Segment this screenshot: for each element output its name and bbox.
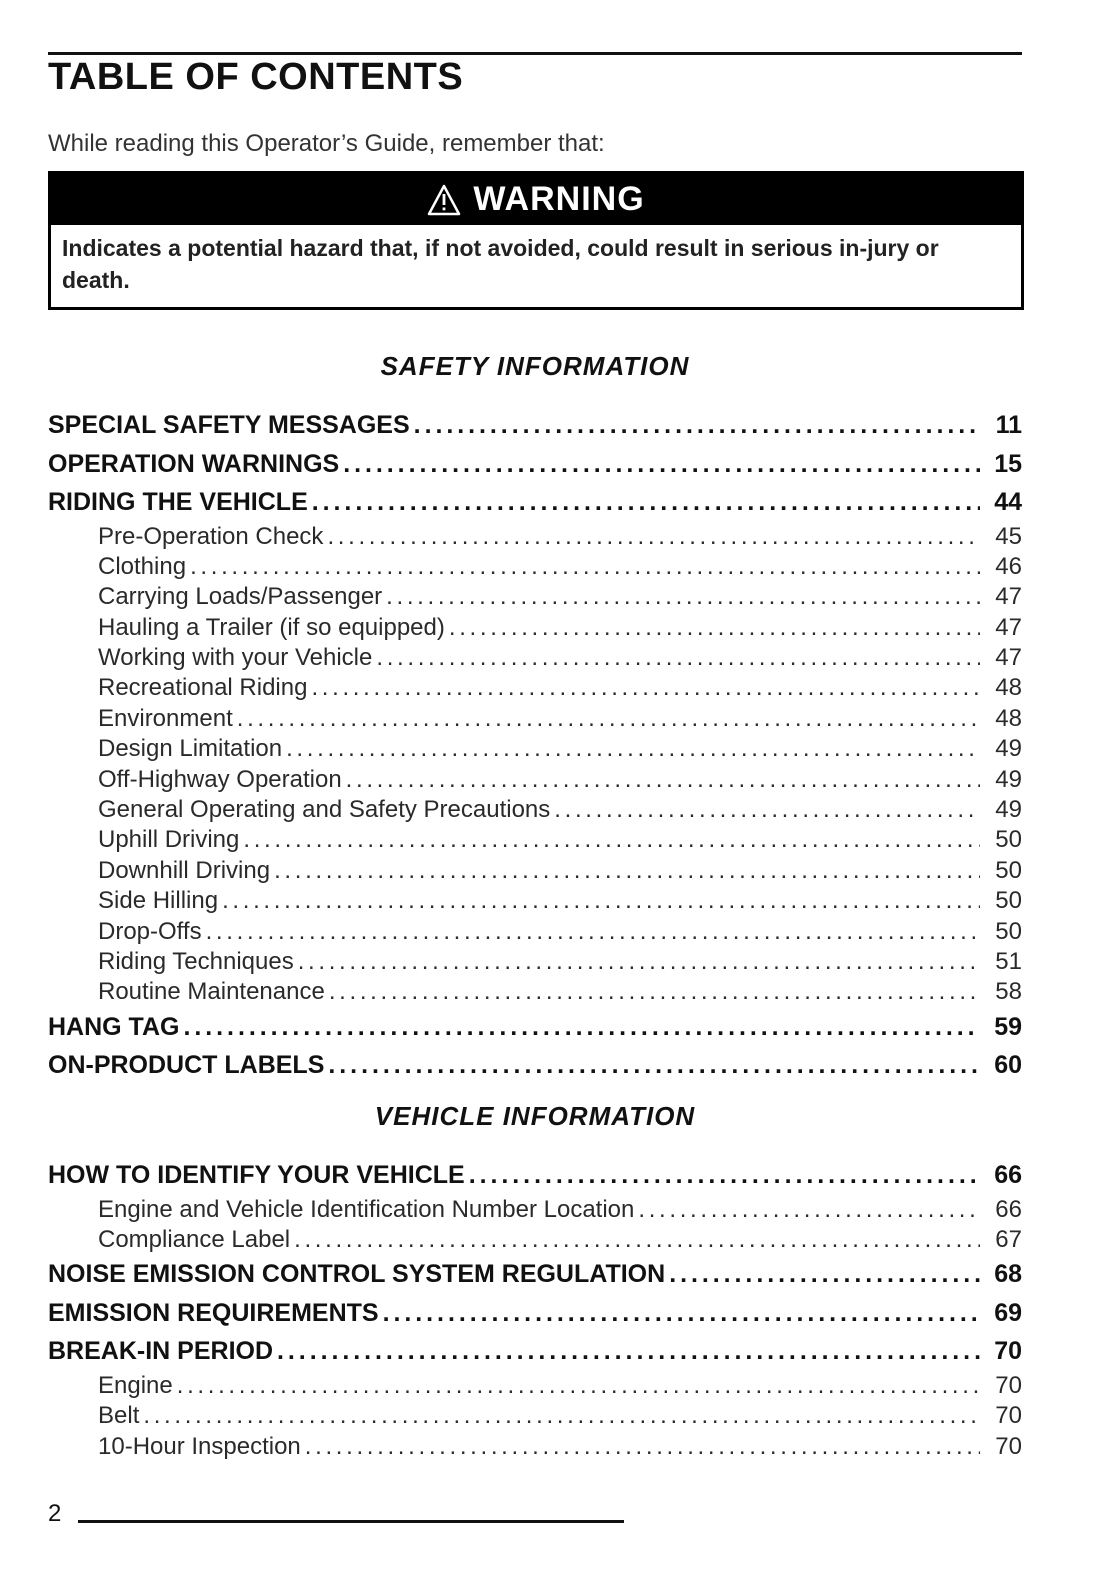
intro-text: While reading this Operator’s Guide, remember that: bbox=[48, 130, 605, 157]
dot-leader bbox=[638, 1195, 980, 1225]
dot-leader bbox=[294, 1225, 980, 1255]
toc-entry[interactable] bbox=[48, 483, 1022, 522]
toc-entry-label: Downhill Driving bbox=[98, 856, 271, 884]
toc-entry-label: Side Hilling bbox=[98, 887, 219, 915]
toc-entry-page: 11 bbox=[995, 411, 1022, 439]
toc-entry-page: 48 bbox=[995, 674, 1022, 702]
toc-entry[interactable] bbox=[48, 1156, 1022, 1195]
dot-leader bbox=[305, 1432, 980, 1462]
toc-entry-page: 68 bbox=[994, 1260, 1022, 1289]
dot-leader bbox=[343, 445, 980, 484]
toc-vehicle-information bbox=[48, 1156, 1022, 1462]
dot-leader bbox=[669, 1255, 980, 1294]
toc-entry[interactable] bbox=[48, 704, 1022, 734]
toc-entry-label: 10-Hour Inspection bbox=[98, 1432, 301, 1460]
toc-entry-page: 66 bbox=[994, 1161, 1022, 1189]
toc-entry-label: Compliance Label bbox=[98, 1225, 291, 1253]
toc-entry[interactable] bbox=[48, 445, 1022, 484]
page-title: TABLE OF CONTENTS bbox=[48, 56, 464, 98]
toc-safety-information bbox=[48, 406, 1022, 1085]
dot-leader bbox=[190, 552, 980, 582]
footer-page-number: 2 bbox=[48, 1500, 62, 1527]
toc-entry-page: 48 bbox=[995, 704, 1022, 732]
dot-leader bbox=[222, 886, 980, 916]
toc-entry-page: 49 bbox=[995, 796, 1022, 824]
toc-entry-label: Routine Maintenance bbox=[98, 978, 325, 1006]
dot-leader bbox=[143, 1401, 980, 1431]
dot-leader bbox=[277, 1332, 980, 1371]
toc-entry-label: EMISSION REQUIREMENTS bbox=[48, 1298, 379, 1327]
toc-entry-label: OPERATION WARNINGS bbox=[48, 449, 340, 478]
toc-entry-page: 58 bbox=[995, 978, 1022, 1006]
toc-entry-page: 69 bbox=[994, 1298, 1022, 1327]
toc-entry-page: 47 bbox=[995, 644, 1022, 672]
warning-text: Indicates a potential hazard that, if not avoided, could result in serious in-jury or death. bbox=[62, 235, 939, 293]
toc-entry-label: RIDING THE VEHICLE bbox=[48, 488, 308, 516]
toc-entry-page: 44 bbox=[994, 488, 1022, 516]
toc-entry-page: 50 bbox=[995, 826, 1022, 854]
toc-entry[interactable] bbox=[48, 1046, 1022, 1085]
top-rule bbox=[48, 52, 1022, 55]
toc-entry-label: General Operating and Safety Precautions bbox=[98, 796, 551, 824]
toc-entry-page: 70 bbox=[995, 1432, 1022, 1460]
toc-entry-page: 49 bbox=[995, 735, 1022, 763]
toc-entry[interactable] bbox=[48, 947, 1022, 977]
footer-rule bbox=[78, 1520, 624, 1523]
dot-leader bbox=[449, 613, 980, 643]
toc-entry-page: 66 bbox=[995, 1195, 1022, 1223]
section-heading-safety: SAFETY INFORMATION bbox=[380, 351, 690, 381]
toc-entry[interactable] bbox=[48, 1255, 1022, 1294]
toc-entry-label: Working with your Vehicle bbox=[98, 644, 373, 672]
toc-entry[interactable] bbox=[48, 977, 1022, 1007]
toc-entry-page: 50 bbox=[995, 856, 1022, 884]
toc-entry[interactable] bbox=[48, 1294, 1022, 1333]
dot-leader bbox=[414, 406, 980, 445]
toc-entry-page: 46 bbox=[995, 552, 1022, 580]
dot-leader bbox=[183, 1008, 980, 1047]
dot-leader bbox=[312, 483, 980, 522]
toc-entry[interactable] bbox=[48, 552, 1022, 582]
dot-leader bbox=[274, 856, 980, 886]
warning-triangle-icon bbox=[427, 184, 461, 216]
toc-entry-label: Riding Techniques bbox=[98, 947, 294, 975]
dot-leader bbox=[286, 734, 980, 764]
dot-leader bbox=[386, 582, 980, 612]
dot-leader bbox=[327, 522, 980, 552]
toc-entry[interactable] bbox=[48, 673, 1022, 703]
toc-entry[interactable] bbox=[48, 886, 1022, 916]
dot-leader bbox=[311, 673, 980, 703]
warning-title: WARNING bbox=[473, 180, 645, 218]
toc-entry[interactable] bbox=[48, 1195, 1022, 1225]
dot-leader bbox=[206, 917, 980, 947]
toc-entry-label: Clothing bbox=[98, 552, 187, 580]
toc-entry-label: Engine and Vehicle Identification Number Location bbox=[98, 1195, 635, 1223]
toc-entry-label: Drop-Offs bbox=[98, 917, 202, 945]
toc-entry-page: 70 bbox=[995, 1402, 1022, 1430]
dot-leader bbox=[298, 947, 980, 977]
toc-entry[interactable] bbox=[48, 1225, 1022, 1255]
toc-entry[interactable] bbox=[48, 1401, 1022, 1431]
dot-leader bbox=[243, 825, 980, 855]
toc-entry-page: 47 bbox=[995, 613, 1022, 641]
toc-entry-page: 70 bbox=[994, 1337, 1022, 1366]
toc-entry-label: Engine bbox=[98, 1371, 173, 1399]
toc-entry-label: SPECIAL SAFETY MESSAGES bbox=[48, 411, 410, 439]
toc-entry[interactable] bbox=[48, 582, 1022, 612]
dot-leader bbox=[328, 1046, 980, 1085]
warning-box bbox=[48, 171, 1024, 310]
warning-header bbox=[51, 174, 1021, 225]
toc-entry-label: Pre-Operation Check bbox=[98, 522, 324, 550]
dot-leader bbox=[554, 795, 980, 825]
toc-entry[interactable] bbox=[48, 613, 1022, 643]
toc-entry-page: 15 bbox=[994, 449, 1022, 478]
toc-entry-page: 67 bbox=[995, 1225, 1022, 1253]
toc-entry-page: 49 bbox=[995, 765, 1022, 793]
dot-leader bbox=[329, 977, 980, 1007]
dot-leader bbox=[376, 643, 980, 673]
dot-leader bbox=[177, 1371, 980, 1401]
toc-entry-page: 45 bbox=[995, 522, 1022, 550]
toc-entry-label: NOISE EMISSION CONTROL SYSTEM REGULATION bbox=[48, 1260, 666, 1289]
toc-entry[interactable] bbox=[48, 1332, 1022, 1371]
toc-entry-label: Recreational Riding bbox=[98, 674, 308, 702]
toc-entry-page: 50 bbox=[995, 917, 1022, 945]
toc-entry-label: HOW TO IDENTIFY YOUR VEHICLE bbox=[48, 1161, 465, 1189]
dot-leader bbox=[237, 704, 980, 734]
toc-entry-label: Belt bbox=[98, 1402, 140, 1430]
toc-entry[interactable] bbox=[48, 522, 1022, 552]
toc-entry-label: Design Limitation bbox=[98, 735, 283, 763]
toc-entry-label: ON-PRODUCT LABELS bbox=[48, 1051, 325, 1080]
toc-entry-label: HANG TAG bbox=[48, 1012, 180, 1041]
section-heading-vehicle: VEHICLE INFORMATION bbox=[374, 1101, 696, 1131]
toc-entry[interactable] bbox=[48, 643, 1022, 673]
dot-leader bbox=[469, 1156, 980, 1195]
toc-entry-label: Hauling a Trailer (if so equipped) bbox=[98, 613, 445, 641]
toc-entry-page: 47 bbox=[995, 583, 1022, 611]
toc-entry[interactable] bbox=[48, 795, 1022, 825]
toc-entry[interactable] bbox=[48, 1371, 1022, 1401]
toc-entry-page: 70 bbox=[995, 1371, 1022, 1399]
toc-entry[interactable] bbox=[48, 1432, 1022, 1462]
toc-entry-label: Uphill Driving bbox=[98, 826, 240, 854]
dot-leader bbox=[346, 765, 980, 795]
toc-entry[interactable] bbox=[48, 1008, 1022, 1047]
toc-entry[interactable] bbox=[48, 734, 1022, 764]
toc-entry-label: BREAK-IN PERIOD bbox=[48, 1337, 274, 1366]
toc-entry[interactable] bbox=[48, 406, 1022, 445]
toc-entry-page: 59 bbox=[994, 1012, 1022, 1041]
toc-entry[interactable] bbox=[48, 765, 1022, 795]
toc-entry-page: 60 bbox=[994, 1051, 1022, 1080]
toc-entry-label: Off-Highway Operation bbox=[98, 765, 342, 793]
toc-entry-label: Carrying Loads/Passenger bbox=[98, 583, 383, 611]
toc-entry[interactable] bbox=[48, 825, 1022, 855]
toc-entry-page: 51 bbox=[995, 947, 1022, 975]
dot-leader bbox=[383, 1294, 980, 1333]
toc-entry[interactable] bbox=[48, 917, 1022, 947]
toc-entry-page: 50 bbox=[995, 887, 1022, 915]
toc-entry-label: Environment bbox=[98, 704, 233, 732]
toc-entry[interactable] bbox=[48, 856, 1022, 886]
